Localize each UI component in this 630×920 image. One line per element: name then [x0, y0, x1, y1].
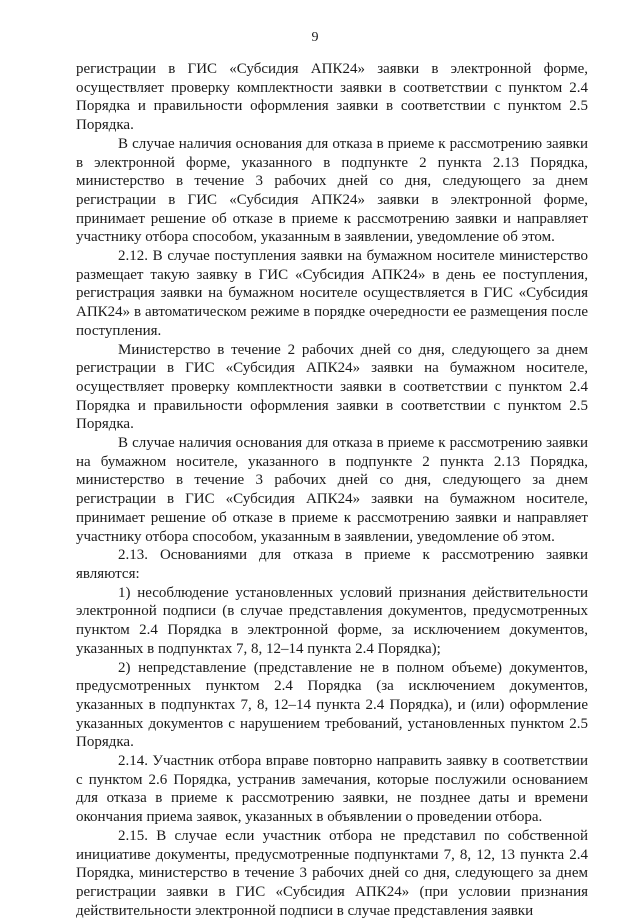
paragraph-2-12: 2.12. В случае поступления заявки на бумажном носителе министерство размещает такую заявку в ГИС «Субсидия АПК24» в день ее поступления, регистрация заявки на бумажном носителе осуществляется в ГИС «Субсидия АПК24» в автоматическом режиме в порядке очередности ее размещения после поступления.: [76, 248, 588, 339]
paragraph-2-13: 2.13. Основаниями для отказа в приеме к рассмотрению заявки являются:: [76, 547, 588, 582]
paragraph-continuation: регистрации в ГИС «Субсидия АПК24» заявки в электронной форме, осуществляет проверку комплектности заявки в соответствии с пунктом 2.4 Порядка и правильности оформления заявки в соответствии с пунктом 2.5 Порядка.: [76, 61, 588, 134]
list-item-1: 1) несоблюдение установленных условий признания действительности электронной подписи (в случае представления документов, предусмотренных пунктом 2.4 Порядка в электронной форме, за исключением документов, указанных в подпунктах 7, 8, 12–14 пункта 2.4 Порядка);: [76, 584, 588, 657]
paragraph: Министерство в течение 2 рабочих дней со дня, следующего за днем регистрации в ГИС «Субсидия АПК24» заявки на бумажном носителе, осуществляет проверку комплектности заявки в соответствии с пунктом 2.4 Порядка и правильности оформления заявки в соответствии с пунктом 2.5 Порядка.: [76, 341, 588, 433]
list-item-2: 2) непредставление (представление не в полном объеме) документов, предусмотренных пунктом 2.4 Порядка (за исключением документов, указанных в подпунктах 7, 8, 12–14 пункта 2.4 Порядка), и (или) оформление указанных документов с нарушением требований, установленных пунктом 2.5 Порядка.: [76, 659, 588, 751]
page-number: 9: [311, 30, 319, 45]
paragraph-2-14: 2.14. Участник отбора вправе повторно направить заявку в соответствии с пунктом 2.6 Порядка, устранив замечания, которые послужили основанием для отказа в приеме к рассмотрению заявки, не позднее даты и времени окончания приема заявок, указанных в объявлении о проведении отбора.: [76, 753, 588, 826]
document-body: [76, 60, 588, 920]
paragraph-2-15: 2.15. В случае если участник отбора не представил по собственной инициативе документы, предусмотренные подпунктами 7, 8, 12, 13 пункта 2.4 Порядка, министерство в течение 3 рабочих дней со дня, следующего за днем регистрации заявки в ГИС «Субсидия АПК24» (при условии признания действительности электронной подписи в случае представления заявки: [76, 827, 588, 919]
paragraph: В случае наличия основания для отказа в приеме к рассмотрению заявки на бумажном носителе, указанного в подпункте 2 пункта 2.13 Порядка, министерство в течение 3 рабочих дней со дня, следующего за днем регистрации в ГИС «Субсидия АПК24» заявки на бумажном носителе, принимает решение об отказе в приеме к рассмотрению заявки и направляет участнику отбора способом, указанным в заявлении, уведомление об этом.: [76, 435, 588, 545]
paragraph: В случае наличия основания для отказа в приеме к рассмотрению заявки в электронной форме, указанного в подпункте 2 пункта 2.13 Порядка, министерство в течение 3 рабочих дней со дня, следующего за днем регистрации в ГИС «Субсидия АПК24» заявки в электронной форме, принимает решение об отказе в приеме к рассмотрению заявки и направляет участнику отбора способом, указанным в заявлении, уведомление об этом.: [76, 135, 588, 246]
